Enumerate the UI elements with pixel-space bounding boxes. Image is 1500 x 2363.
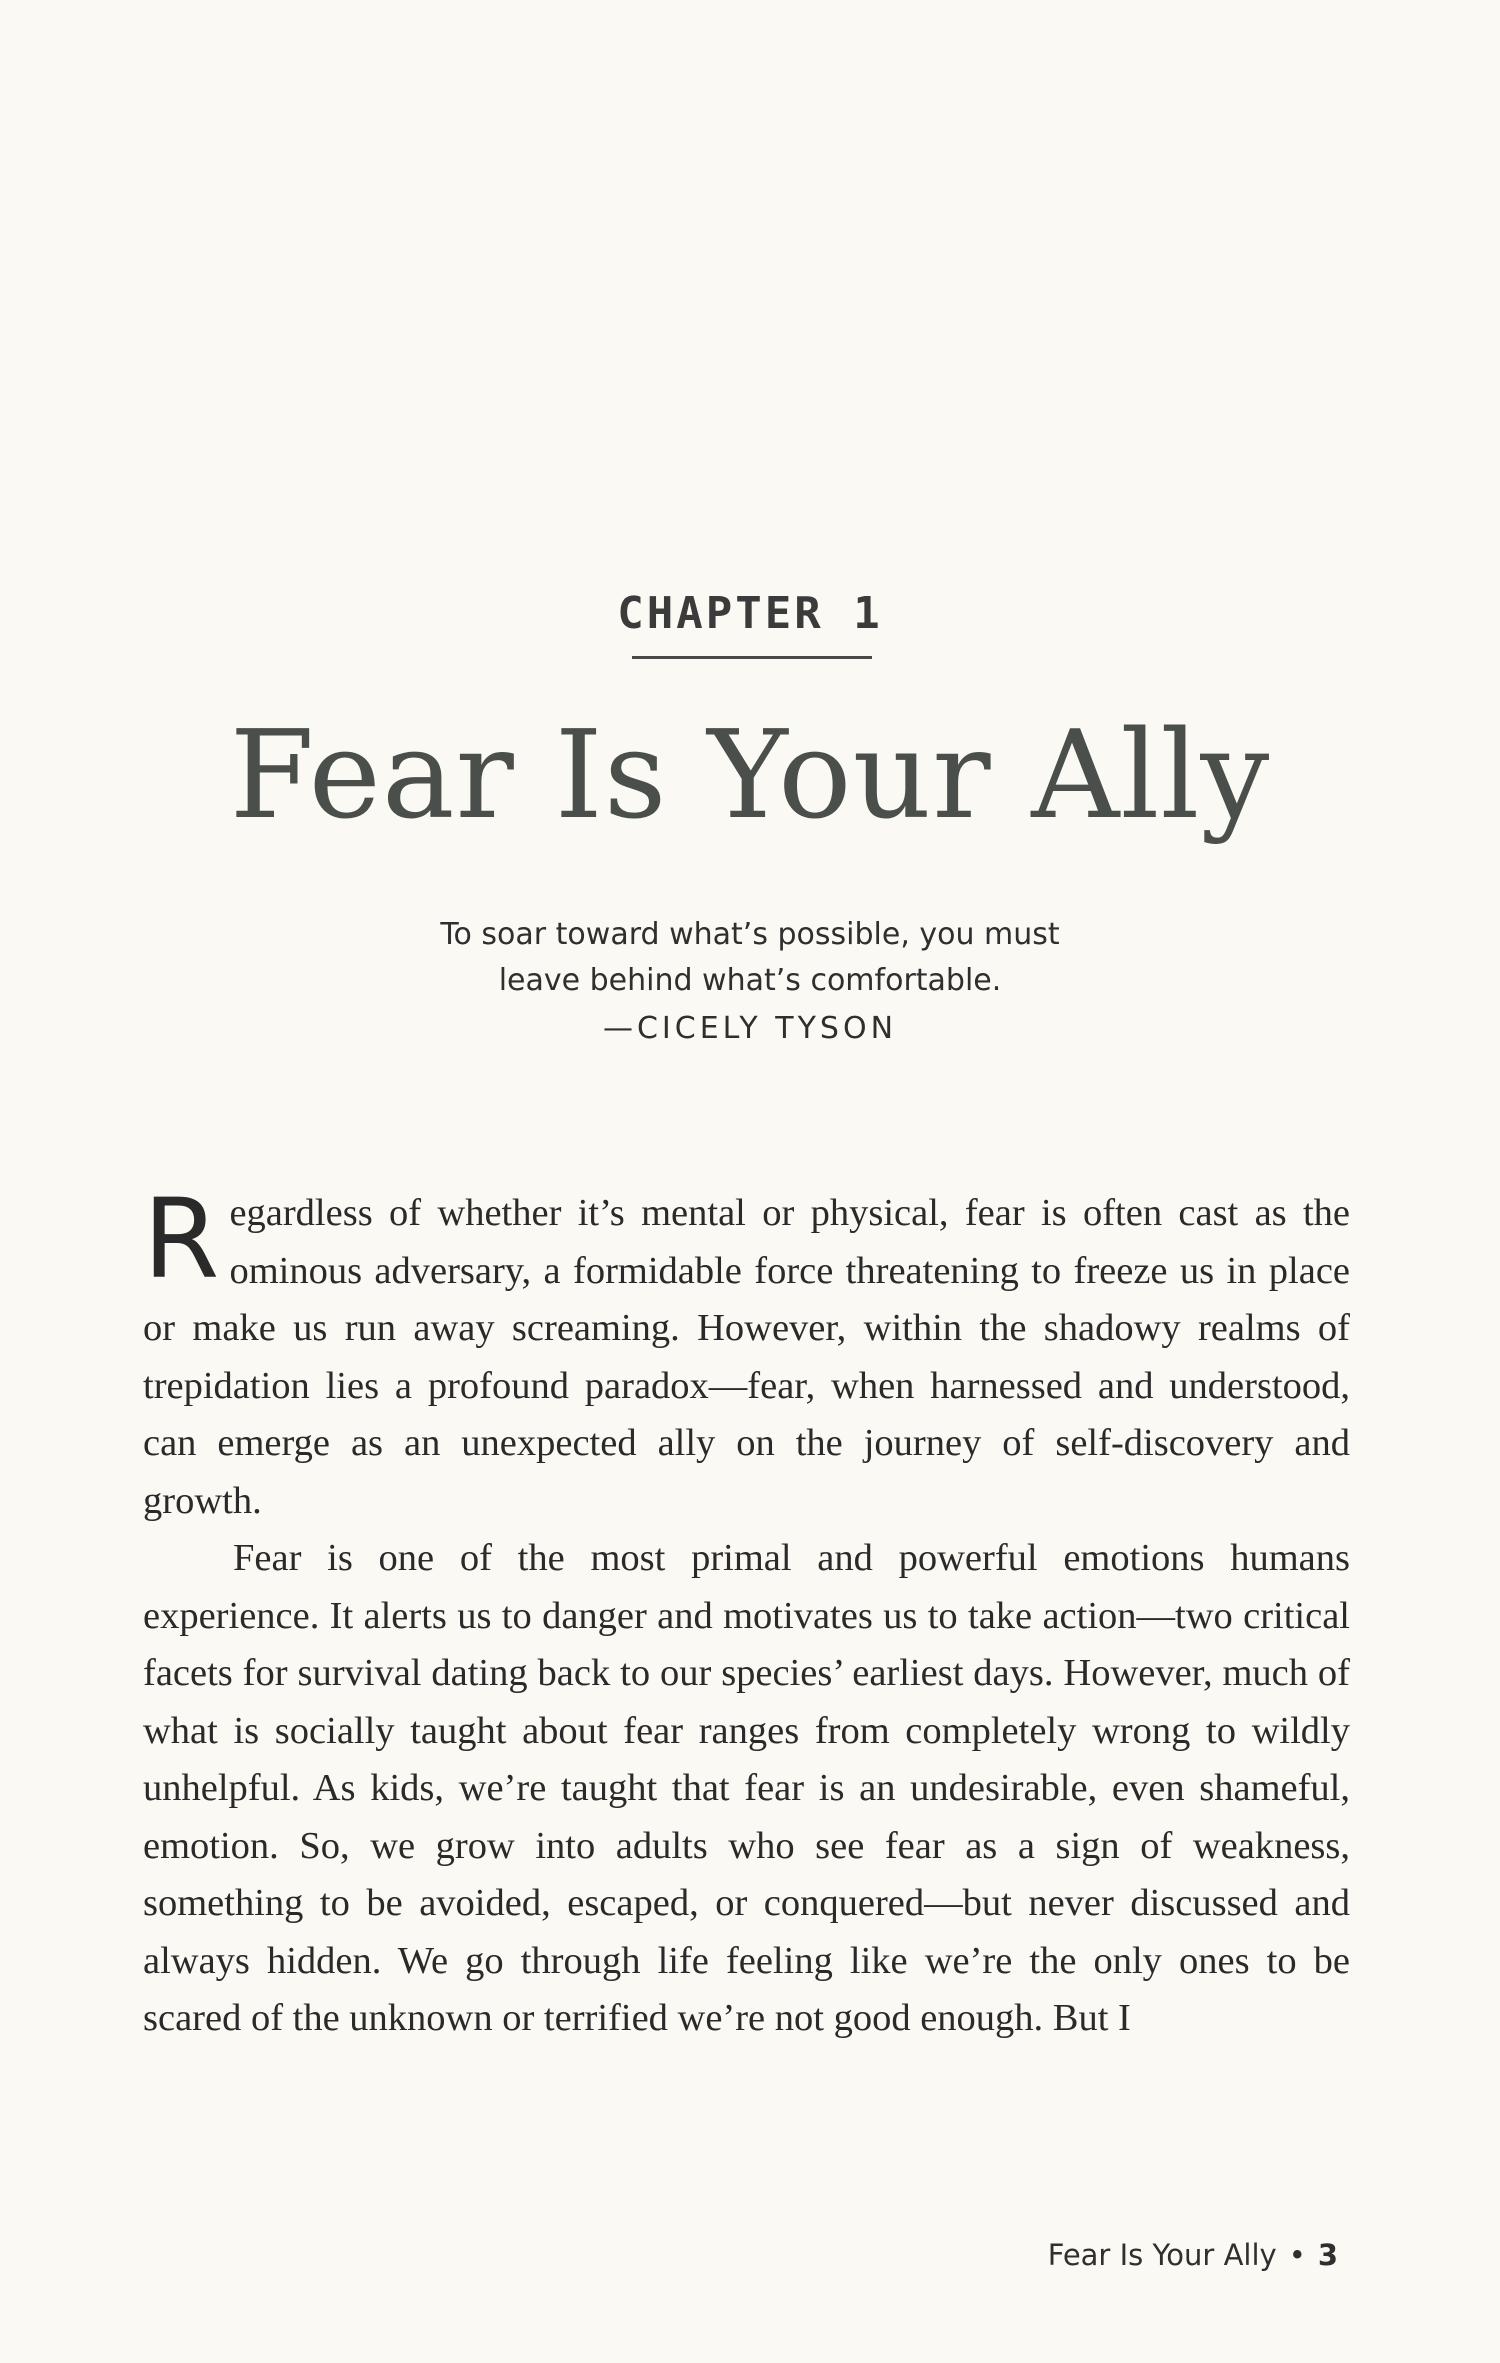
epigraph [0,912,1500,1052]
footer-separator: • [1288,2238,1306,2272]
chapter-title: Fear Is Your Ally [229,704,1271,846]
page-footer [1048,2238,1338,2272]
drop-cap: R [143,1175,220,1303]
paragraph-1 [143,1175,1350,1530]
paragraph-2: Fear is one of the most primal and powerful emotions humans experience. It alerts us to danger and motivates us to take action—two critical facets for survival dating back to our species’ earliest days. However, much of what is socially taught about fear ranges from completely wrong to wildly unhelpful. As kids, we’re taught that fear is an undesirable, even shameful, emotion. So, we grow into adults who see fear as a sign of weakness, something to be avoided, escaped, or conquered—but never discussed and always hidden. We go through life feeling like we’re the only ones to be scared of the unknown or terrified we’re not good enough. But I [143,1537,1350,2039]
chapter-label: CHAPTER 1 [617,588,883,639]
epigraph-line-1: To soar toward what’s possible, you must [440,917,1060,952]
epigraph-line-2: leave behind what’s comfortable. [498,963,1002,998]
epigraph-attribution: —CICELY TYSON [602,1011,898,1046]
body-text [143,1175,1350,2048]
chapter-underline [632,656,872,659]
page-number: 3 [1317,2238,1338,2272]
paragraph-1-text: egardless of whether it’s mental or physical, fear is often cast as the ominous adversary, a formidable force threatening to freeze us in place or make us run away screaming. However, within the shadowy realms of trepidation lies a profound paradox—fear, when harnessed and understood, can emerge as an unexpected ally on the journey of self-discovery and growth. [143,1192,1350,1522]
running-title: Fear Is Your Ally [1047,2238,1277,2272]
